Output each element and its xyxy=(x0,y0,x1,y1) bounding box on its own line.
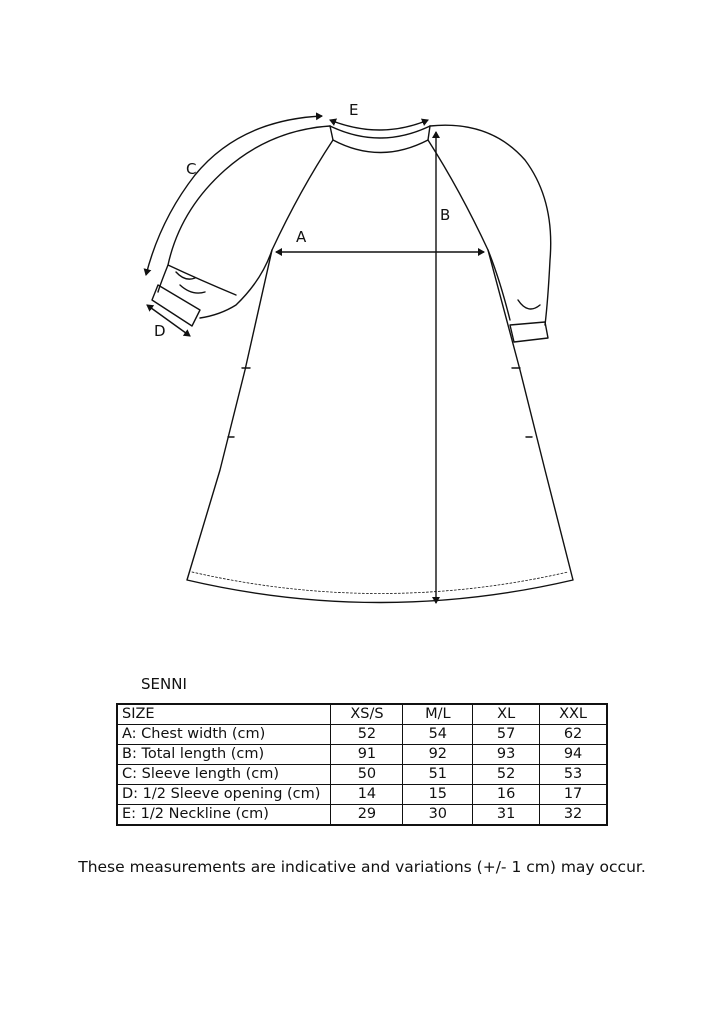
table-cell: 32 xyxy=(540,805,607,825)
label-d: D xyxy=(154,322,166,340)
header-cell: XL xyxy=(473,705,540,725)
table-cell: 51 xyxy=(403,765,473,785)
table-cell: 52 xyxy=(473,765,540,785)
left-cuff xyxy=(152,285,200,326)
row-label: B: Total length (cm) xyxy=(118,745,331,765)
table-cell: 15 xyxy=(403,785,473,805)
table-cell: 30 xyxy=(403,805,473,825)
row-label: C: Sleeve length (cm) xyxy=(118,765,331,785)
table-cell: 16 xyxy=(473,785,540,805)
size-table xyxy=(117,704,607,825)
row-label: A: Chest width (cm) xyxy=(118,725,331,745)
table-cell: 91 xyxy=(331,745,403,765)
table-cell: 50 xyxy=(331,765,403,785)
table-cell: 53 xyxy=(540,765,607,785)
right-sleeve xyxy=(430,125,551,325)
right-cuff xyxy=(510,322,548,342)
product-name: SENNI xyxy=(141,675,187,693)
table-row xyxy=(118,805,607,825)
neckband-outline xyxy=(330,126,430,138)
hem-stitch xyxy=(192,572,568,594)
table-cell: 31 xyxy=(473,805,540,825)
table-row xyxy=(118,745,607,765)
table-cell: 29 xyxy=(331,805,403,825)
label-e: E xyxy=(349,101,359,119)
label-b: B xyxy=(440,206,451,224)
header-cell: XXL xyxy=(540,705,607,725)
table-cell: 14 xyxy=(331,785,403,805)
dress-body xyxy=(187,140,573,603)
table-cell: 94 xyxy=(540,745,607,765)
table-cell: 17 xyxy=(540,785,607,805)
row-label: E: 1/2 Neckline (cm) xyxy=(118,805,331,825)
row-label: D: 1/2 Sleeve opening (cm) xyxy=(118,785,331,805)
table-row xyxy=(118,725,607,745)
disclaimer-text: These measurements are indicative and variations (+/- 1 cm) may occur. xyxy=(78,858,646,876)
table-row xyxy=(118,765,607,785)
table-cell: 57 xyxy=(473,725,540,745)
table-header-row xyxy=(118,705,607,725)
table-cell: 92 xyxy=(403,745,473,765)
table-cell: 52 xyxy=(331,725,403,745)
label-a: A xyxy=(296,228,307,246)
measure-c-arrow xyxy=(146,116,322,275)
header-cell: M/L xyxy=(403,705,473,725)
neckband-inner xyxy=(333,140,428,153)
measure-e-arrow xyxy=(330,120,428,130)
table-cell: 93 xyxy=(473,745,540,765)
table-cell: 54 xyxy=(403,725,473,745)
left-sleeve xyxy=(158,126,330,292)
label-c: C xyxy=(186,160,197,178)
header-cell: SIZE xyxy=(118,705,331,725)
table-row xyxy=(118,785,607,805)
table-cell: 62 xyxy=(540,725,607,745)
header-cell: XS/S xyxy=(331,705,403,725)
